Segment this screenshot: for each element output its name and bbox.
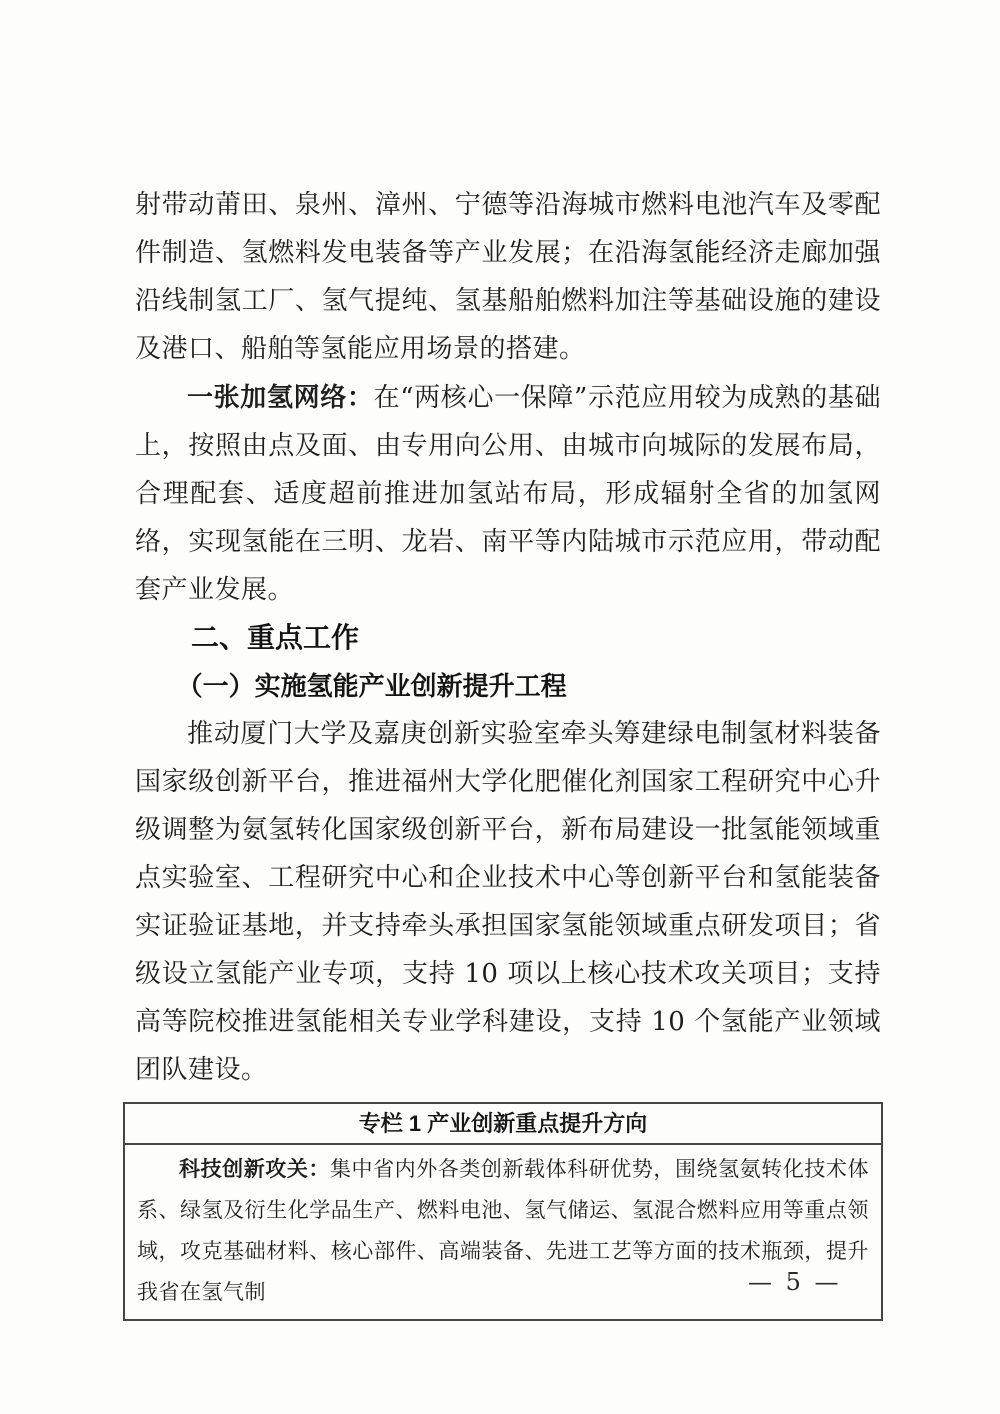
- paragraph-refueling-network-text: 在“两核心一保障”示范应用较为成熟的基础上，按照由点及面、由专用向公用、由城市向城际的发展布局，合理配套、适度超前推进加氢站布局，形成辐射全省的加氢网络，实现氢能在三明、龙岩、南平等内陆城市示范应用，带动配套产业发展。: [135, 383, 881, 605]
- paragraph-innovation-platform: 推动厦门大学及嘉庚创新实验室牵头筹建绿电制氢材料装备国家级创新平台，推进福州大学化肥催化剂国家工程研究中心升级调整为氨氢转化国家级创新平台，新布局建设一批氢能领域重点实验室、工程研究中心和企业技术中心等创新平台和氢能装备实证验证基地，并支持牵头承担国家氢能领域重点研发项目；省级设立氢能产业专项，支持 10 项以上核心技术攻关项目；支持高等院校推进氢能相关专业学科建设，支持 10 个氢能产业领域团队建设。: [135, 719, 881, 1085]
- section-heading-key-work: 二、重点工作: [191, 622, 360, 653]
- paragraph-refueling-network: [135, 373, 881, 614]
- column-box-body-text: 集中省内外各类创新载体科研优势，围绕氢氨转化技术体系、绿氢及衍生化学品生产、燃料电池、氢气储运、氢混合燃料应用等重点领域，攻克基础材料、核心部件、高端装备、先进工艺等方面的技术瓶颈，提升我省在氢气制: [137, 1157, 869, 1304]
- paragraph-refueling-network-lead: 一张加氢网络：: [187, 382, 374, 412]
- page-number: — 5 —: [748, 1268, 842, 1296]
- column-box-title: 专栏 1 产业创新重点提升方向: [125, 1104, 881, 1145]
- paragraph-coastal-continuation: 射带动莆田、泉州、漳州、宁德等沿海城市燃料电池汽车及零配件制造、氢燃料发电装备等产业发展；在沿海氢能经济走廊加强沿线制氢工厂、氢气提纯、氢基船舶燃料加注等基础设施的建设及港口、船舶等氢能应用场景的搭建。: [135, 190, 881, 364]
- document-body: [135, 181, 881, 1321]
- subsection-heading-innovation-project: （一）实施氢能产业创新提升工程: [176, 671, 567, 701]
- column-box-body-lead: 科技创新攻关：: [179, 1158, 330, 1181]
